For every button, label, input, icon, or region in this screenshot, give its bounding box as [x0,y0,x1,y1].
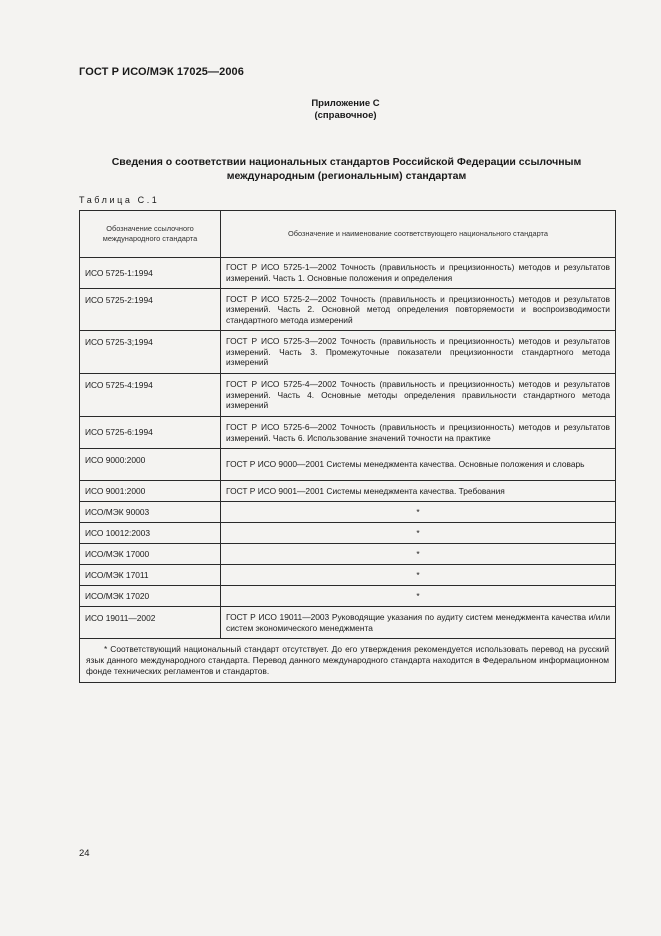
row-national-standard-absent: * [221,565,616,586]
section-title [79,155,614,183]
row-national-standard-absent: * [221,544,616,565]
row-international-code: ИСО 10012:2003 [80,523,221,544]
header-international-standard: Обозначение ссылочного международного стандарта [80,211,221,258]
table-header-row [80,211,616,258]
table-footnote-row [80,639,616,683]
document-header: ГОСТ Р ИСО/МЭК 17025—2006 [79,66,244,78]
section-title-line-1: Сведения о соответствии национальных стандартов Российской Федерации ссылочным [111,156,582,168]
row-international-code: ИСО 5725-4:1994 [80,374,221,417]
row-national-standard-absent: * [221,502,616,523]
row-national-standard-absent: * [221,586,616,607]
table-caption: Таблица С.1 [79,195,160,205]
row-international-code: ИСО 5725-2:1994 [80,289,221,331]
row-national-standard: ГОСТ Р ИСО 5725-6—2002 Точность (правильность и прецизионность) методов и результатов измерений. Часть 6. Использование значений точности на практике [221,417,616,449]
table-row [80,481,616,502]
table-footnote-text: * Соответствующий национальный стандарт отсутствует. До его утверждения рекомендуется использовать перевод на русский язык данного международного стандарта. Перевод данного международного стандарта находится в Федеральном информационном фонде технических регламентов и стандартов. [86,644,609,676]
table-row [80,502,616,523]
table-footnote [80,639,616,683]
annex-title: Приложение С [311,98,380,109]
table-row [80,449,616,481]
row-national-standard: ГОСТ Р ИСО 5725-2—2002 Точность (правильность и прецизионность) методов и результатов измерений. Часть 2. Основной метод определения повторяемости и воспроизводимости стандартного метода измерений [221,289,616,331]
row-international-code: ИСО 5725-6:1994 [80,417,221,449]
table-row [80,417,616,449]
row-international-code: ИСО 5725-1:1994 [80,258,221,289]
header-national-standard: Обозначение и наименование соответствующего национального стандарта [221,211,616,258]
table-row [80,289,616,331]
table-row [80,523,616,544]
row-national-standard: ГОСТ Р ИСО 9001—2001 Системы менеджмента качества. Требования [221,481,616,502]
row-international-code: ИСО/МЭК 17020 [80,586,221,607]
row-national-standard: ГОСТ Р ИСО 5725-3—2002 Точность (правильность и прецизионность) методов и результатов измерений. Часть 3. Промежуточные показатели прецизионности стандартного метода измерений [221,331,616,374]
section-title-line-2: международным (региональным) стандартам [226,170,467,182]
row-international-code: ИСО/МЭК 17011 [80,565,221,586]
annex-heading [0,98,661,122]
table-row [80,565,616,586]
row-international-code: ИСО 9000:2000 [80,449,221,481]
row-national-standard: ГОСТ Р ИСО 19011—2003 Руководящие указания по аудиту систем менеджмента качества и/или систем экономического менеджмента [221,607,616,639]
row-international-code: ИСО 19011—2002 [80,607,221,639]
table-row [80,374,616,417]
table-row [80,258,616,289]
row-international-code: ИСО 9001:2000 [80,481,221,502]
page-number: 24 [79,848,90,859]
correspondence-table [79,210,616,683]
row-international-code: ИСО/МЭК 17000 [80,544,221,565]
annex-subtitle: (справочное) [314,110,377,121]
row-national-standard: ГОСТ Р ИСО 5725-1—2002 Точность (правильность и прецизионность) методов и результатов измерений. Часть 1. Основные положения и определения [221,258,616,289]
row-national-standard: ГОСТ Р ИСО 5725-4—2002 Точность (правильность и прецизионность) методов и результатов измерений. Часть 4. Основные методы определения правильности стандартного метода измерений [221,374,616,417]
row-national-standard: ГОСТ Р ИСО 9000—2001 Системы менеджмента качества. Основные положения и словарь [221,449,616,481]
row-international-code: ИСО/МЭК 90003 [80,502,221,523]
table-row [80,586,616,607]
table-row [80,331,616,374]
row-national-standard-absent: * [221,523,616,544]
row-international-code: ИСО 5725-3;1994 [80,331,221,374]
table-row [80,607,616,639]
table-row [80,544,616,565]
